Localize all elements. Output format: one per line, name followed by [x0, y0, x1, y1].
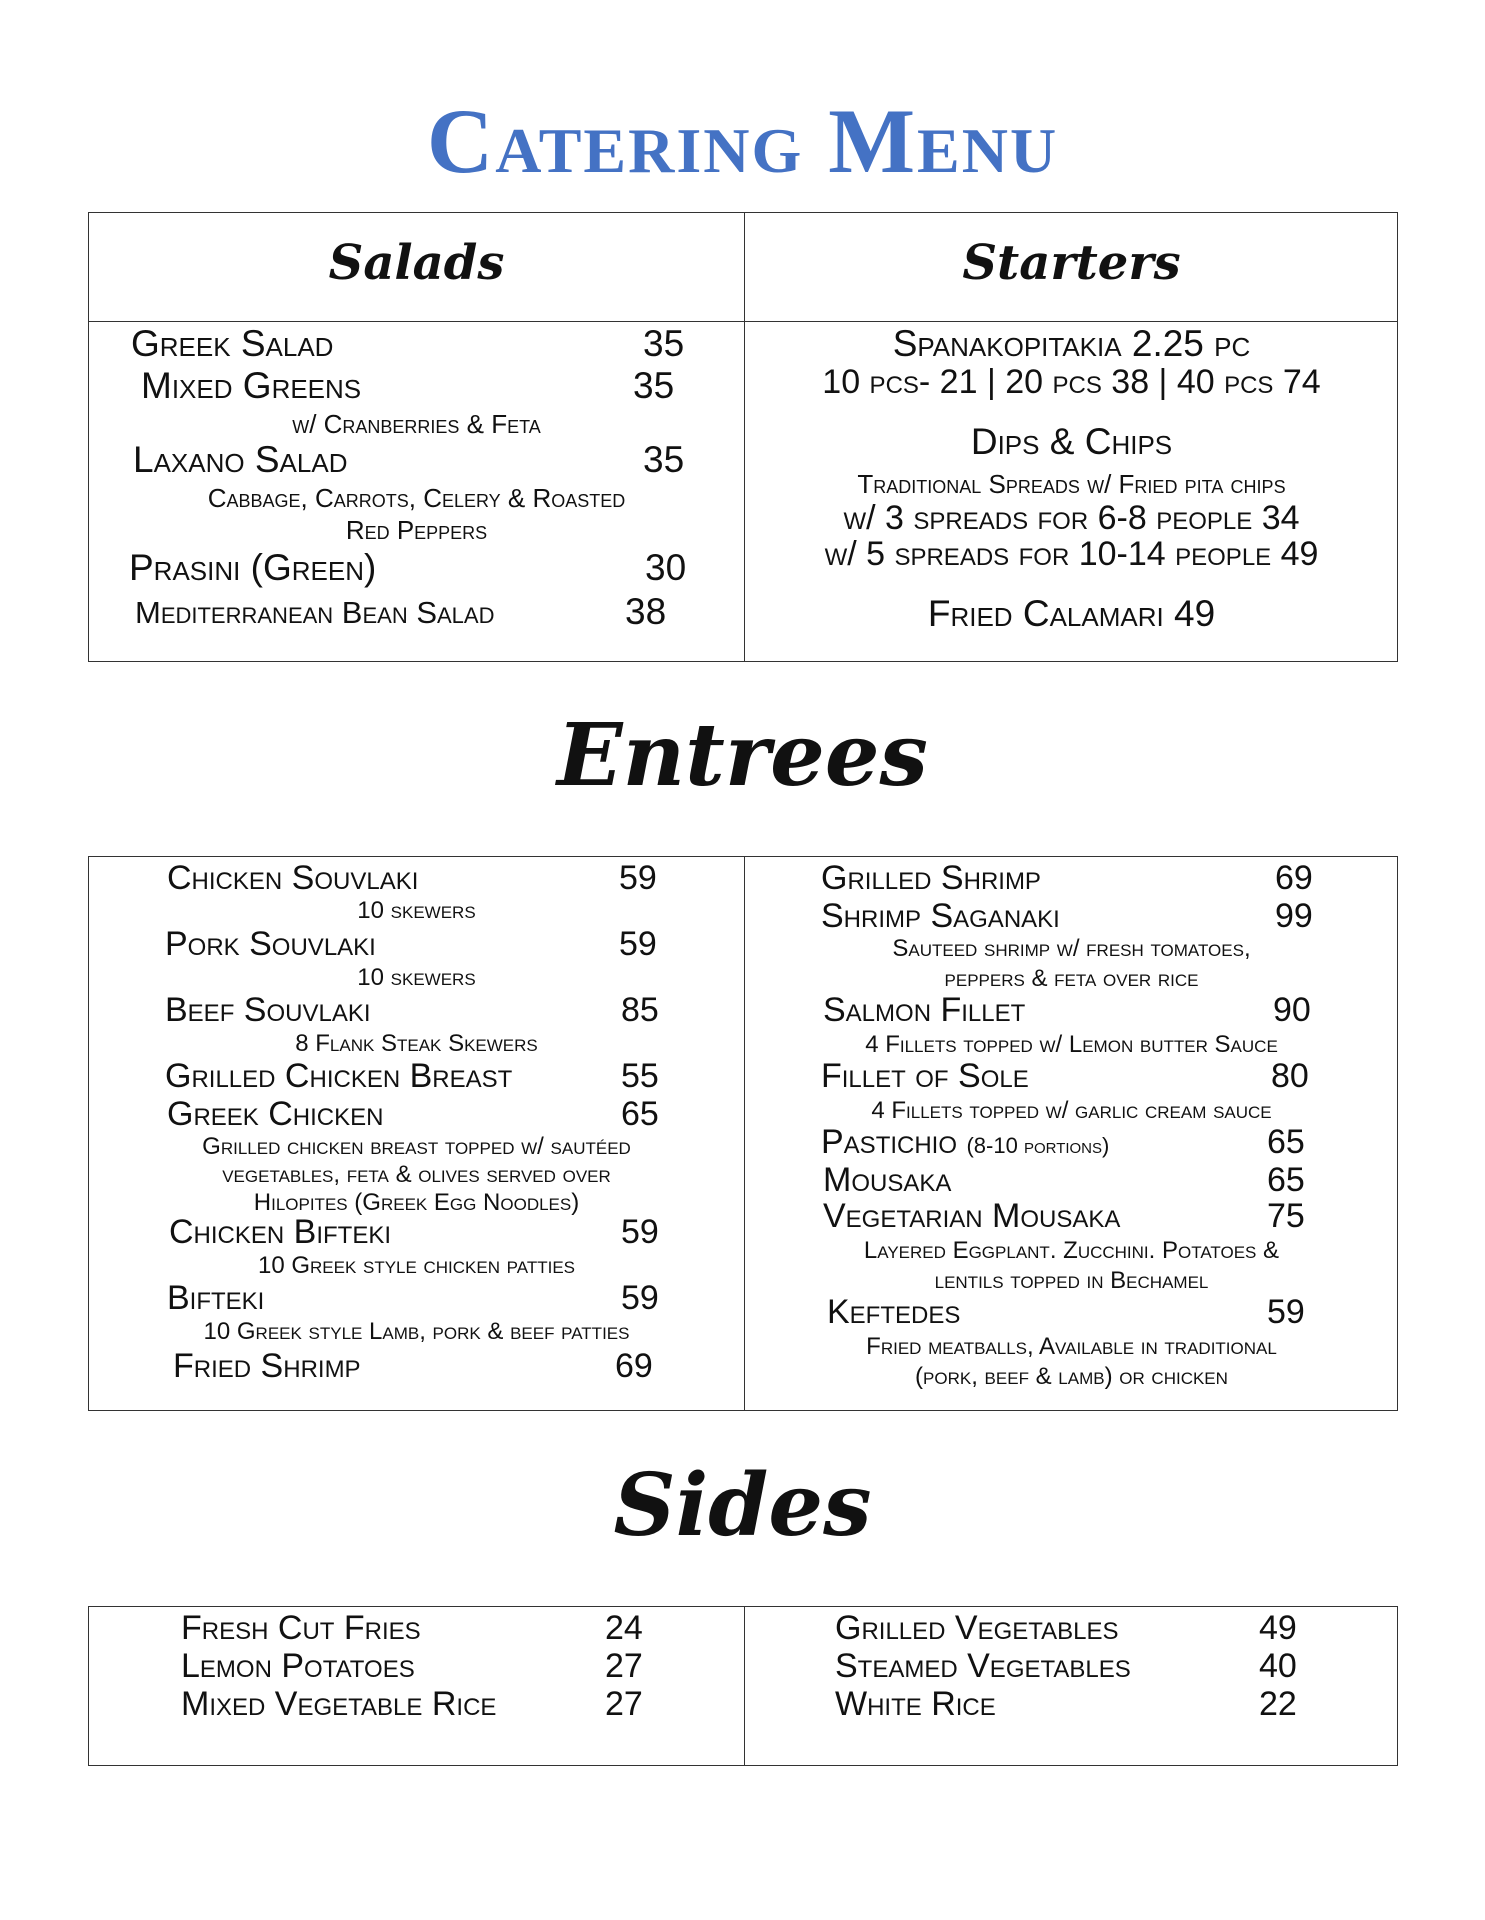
- item-name: Grilled Shrimp: [821, 859, 1041, 897]
- item-note: Sauteed shrimp w/ fresh tomatoes,: [892, 935, 1251, 962]
- dips-option: w/ 5 spreads for 10-14 people 49: [824, 535, 1319, 573]
- item-name: Vegetarian Mousaka: [823, 1197, 1121, 1235]
- item-note: w/ Cranberries & Feta: [292, 409, 541, 439]
- item-price: 49: [1259, 1609, 1297, 1647]
- item-name: Fried Shrimp: [173, 1347, 361, 1385]
- item-note: vegetables, feta & olives served over: [222, 1161, 611, 1188]
- item-price: 69: [615, 1347, 653, 1385]
- item-name: Laxano Salad: [133, 439, 348, 480]
- item-note: Grilled chicken breast topped w/ sautéed: [202, 1133, 631, 1160]
- item-price: 22: [1259, 1685, 1297, 1723]
- spanakopitakia-sizes: 10 pcs- 21 | 20 pcs 38 | 40 pcs 74: [822, 363, 1321, 401]
- item-price: 27: [605, 1685, 643, 1723]
- dips-option: w/ 3 spreads for 6-8 people 34: [843, 499, 1300, 537]
- item-name: Mediterranean Bean Salad: [135, 595, 495, 630]
- item-note: 4 Fillets topped w/ Lemon butter Sauce: [865, 1031, 1278, 1058]
- portions-note: (8-10 portions): [966, 1133, 1110, 1158]
- item-price: 65: [621, 1095, 659, 1133]
- item-name: Bifteki: [167, 1279, 265, 1317]
- salads-heading: Salads: [328, 235, 505, 291]
- dips-note: Traditional Spreads w/ Fried pita chips: [857, 469, 1286, 499]
- item-price: 55: [621, 1057, 659, 1095]
- item-name: Keftedes: [827, 1293, 961, 1331]
- item-name: Shrimp Saganaki: [821, 897, 1060, 935]
- item-note: Cabbage, Carrots, Celery & Roasted: [207, 483, 626, 513]
- item-price: 59: [621, 1279, 659, 1317]
- item-price: 65: [1267, 1161, 1305, 1199]
- item-note: Layered Eggplant. Zucchini. Potatoes &: [863, 1237, 1280, 1264]
- item-price: 24: [605, 1609, 643, 1647]
- item-note: Red Peppers: [345, 515, 488, 545]
- item-price: 69: [1275, 859, 1313, 897]
- item-price: 59: [619, 925, 657, 963]
- item-name: Chicken Bifteki: [169, 1213, 392, 1251]
- item-name: White Rice: [835, 1685, 996, 1723]
- item-price: 99: [1275, 897, 1313, 935]
- item-price: 30: [645, 547, 687, 588]
- item-note: (pork, beef & lamb) or chicken: [915, 1363, 1228, 1390]
- item-note: 4 Fillets topped w/ garlic cream sauce: [871, 1097, 1272, 1124]
- item-price: 59: [621, 1213, 659, 1251]
- item-price: 80: [1271, 1057, 1309, 1095]
- item-name-main: Pastichio: [821, 1123, 958, 1161]
- item-name: Pork Souvlaki: [165, 925, 376, 963]
- item-note: Fried meatballs, Available in traditional: [866, 1333, 1277, 1360]
- sides-heading: Sides: [613, 1455, 872, 1556]
- item-name: Mixed Greens: [141, 365, 362, 406]
- item-price: 38: [625, 591, 667, 632]
- item-name: Beef Souvlaki: [165, 991, 371, 1029]
- item-note: peppers & feta over rice: [944, 965, 1199, 992]
- item-name: Fillet of Sole: [821, 1057, 1029, 1095]
- item-name: [821, 1123, 1109, 1162]
- item-price: 59: [1267, 1293, 1305, 1331]
- item-note: 10 Greek style Lamb, pork & beef patties: [203, 1318, 630, 1345]
- column-divider: [744, 1607, 745, 1765]
- starters-heading: Starters: [962, 235, 1181, 291]
- item-note: 10 skewers: [357, 964, 476, 991]
- item-name: Prasini (Green): [129, 547, 377, 588]
- item-name: Greek Salad: [131, 323, 334, 364]
- item-name: Greek Chicken: [167, 1095, 384, 1133]
- item-price: 90: [1273, 991, 1311, 1029]
- item-name: Lemon Potatoes: [181, 1647, 415, 1685]
- item-name: Grilled Vegetables: [835, 1609, 1119, 1647]
- item-name: Grilled Chicken Breast: [165, 1057, 513, 1095]
- header-divider: [89, 321, 1397, 322]
- item-name: Steamed Vegetables: [835, 1647, 1131, 1685]
- item-price: 85: [621, 991, 659, 1029]
- item-price: 40: [1259, 1647, 1297, 1685]
- fried-calamari: Fried Calamari 49: [927, 593, 1216, 634]
- item-price: 35: [643, 439, 685, 480]
- menu-title: Catering Menu: [426, 90, 1059, 192]
- item-price: 35: [633, 365, 675, 406]
- item-name: Fresh Cut Fries: [181, 1609, 421, 1647]
- item-note: 8 Flank Steak Skewers: [295, 1030, 538, 1057]
- item-note: 10 Greek style chicken patties: [257, 1252, 576, 1279]
- entrees-heading: Entrees: [557, 705, 928, 806]
- item-price: 75: [1267, 1197, 1305, 1235]
- item-name: Mousaka: [823, 1161, 952, 1199]
- item-name: Salmon Fillet: [823, 991, 1026, 1029]
- item-name: Mixed Vegetable Rice: [181, 1685, 497, 1723]
- item-note: 10 skewers: [357, 897, 476, 924]
- item-note: lentils topped in Bechamel: [934, 1267, 1209, 1294]
- item-price: 65: [1267, 1123, 1305, 1161]
- item-price: 27: [605, 1647, 643, 1685]
- dips-and-chips: Dips & Chips: [970, 421, 1173, 462]
- item-price: 35: [643, 323, 685, 364]
- item-note: Hilopites (Greek Egg Noodles): [253, 1189, 580, 1216]
- spanakopitakia: Spanakopitakia 2.25 pc: [892, 323, 1251, 364]
- entrees-box: [88, 856, 1398, 1411]
- salads-starters-box: [88, 212, 1398, 662]
- item-price: 59: [619, 859, 657, 897]
- sides-box: [88, 1606, 1398, 1766]
- item-name: Chicken Souvlaki: [167, 859, 419, 897]
